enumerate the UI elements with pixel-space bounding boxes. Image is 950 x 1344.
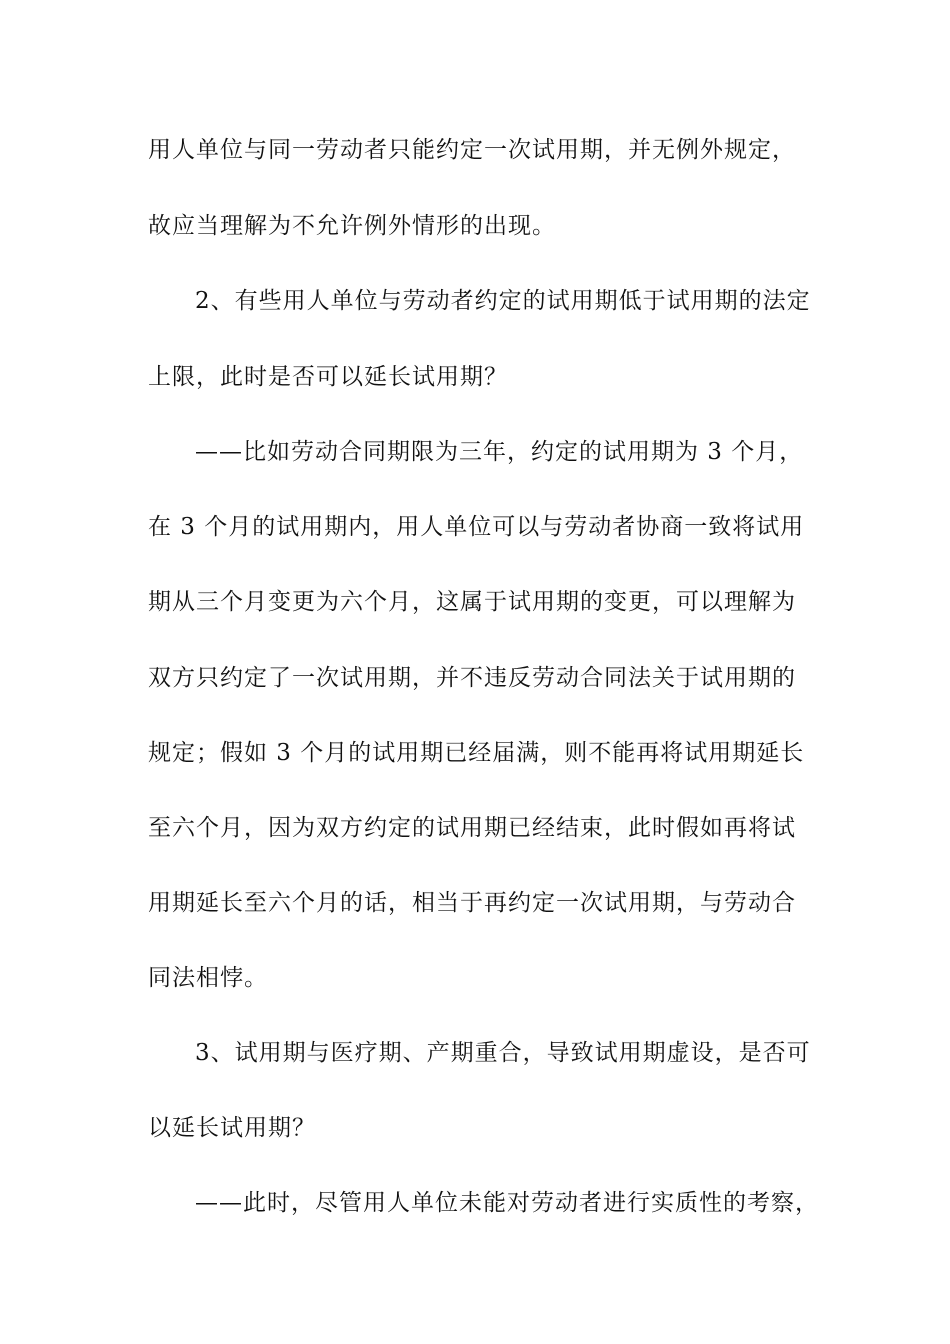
text-line: 在 3 个月的试用期内，用人单位可以与劳动者协商一致将试用 [148, 514, 805, 540]
text-line: 故应当理解为不允许例外情形的出现。 [148, 213, 556, 239]
text-line: 双方只约定了一次试用期，并不违反劳动合同法关于试用期的 [148, 665, 796, 691]
paragraph-start-line: ——比如劳动合同期限为三年，约定的试用期为 3 个月， [195, 439, 804, 465]
text-line: 期从三个月变更为六个月，这属于试用期的变更，可以理解为 [148, 589, 796, 615]
text-line: 规定；假如 3 个月的试用期已经届满，则不能再将试用期延长 [148, 740, 805, 766]
text-line: 同法相悖。 [148, 965, 268, 991]
text-line: 上限，此时是否可以延长试用期？ [148, 364, 508, 390]
paragraph-start-line: ——此时，尽管用人单位未能对劳动者进行实质性的考察， [195, 1190, 819, 1216]
paragraph-start-line: 3、试用期与医疗期、产期重合，导致试用期虚设，是否可 [195, 1040, 811, 1066]
paragraph-start-line: 2、有些用人单位与劳动者约定的试用期低于试用期的法定 [195, 288, 811, 314]
text-line: 用期延长至六个月的话，相当于再约定一次试用期，与劳动合 [148, 890, 796, 916]
text-line: 用人单位与同一劳动者只能约定一次试用期，并无例外规定， [148, 137, 796, 163]
text-line: 至六个月，因为双方约定的试用期已经结束，此时假如再将试 [148, 815, 796, 841]
text-line: 以延长试用期？ [148, 1115, 316, 1141]
